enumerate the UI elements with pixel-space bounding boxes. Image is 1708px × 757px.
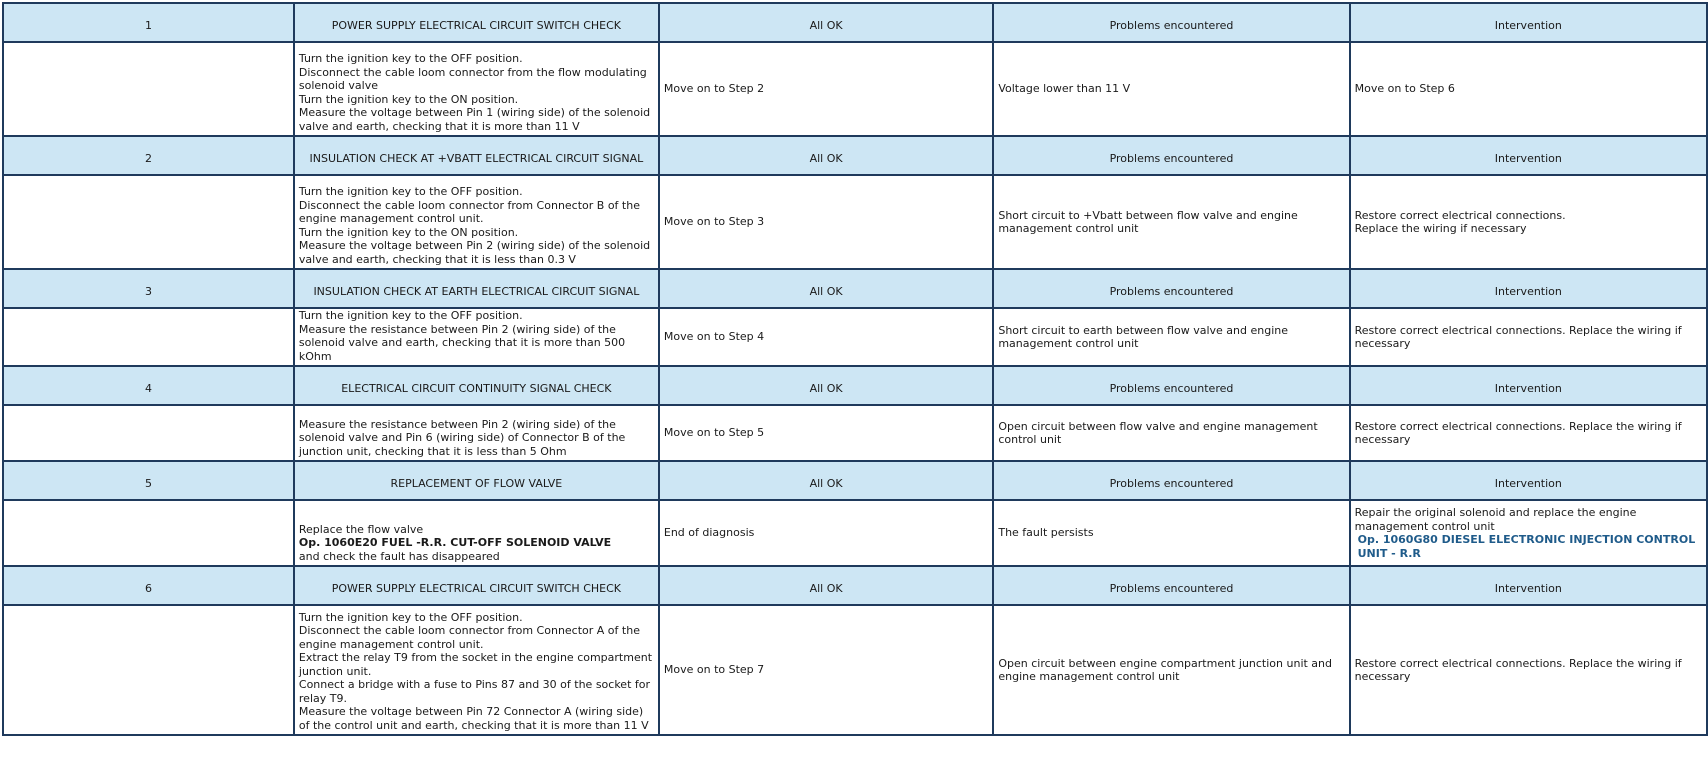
step-description: [294, 42, 659, 136]
operation-reference: Op. 1060E20 FUEL -R.R. CUT-OFF SOLENOID VALVE: [298, 536, 612, 549]
problem-description: Short circuit to +Vbatt between flow valve and engine management control unit: [993, 175, 1349, 269]
instruction-line: Measure the voltage between Pin 72 Connector A (wiring side) of the control unit and earth, checking that it is more than 11 V: [298, 705, 649, 732]
diagnosis-table: [2, 2, 1708, 736]
intervention-description: [1350, 500, 1707, 566]
all-ok-result: Move on to Step 7: [659, 605, 993, 735]
all-ok-header: All OK: [659, 566, 993, 605]
step-spacer-cell: [3, 308, 294, 366]
instruction-line: Disconnect the cable loom connector from Connector B of the engine management control unit.: [298, 198, 640, 225]
operation-link[interactable]: Op. 1060G80 DIESEL ELECTRONIC INJECTION CONTROL UNIT - R.R: [1357, 533, 1696, 560]
step-header-row: [3, 461, 1707, 500]
all-ok-header: All OK: [659, 3, 993, 42]
intervention-header: Intervention: [1350, 461, 1707, 500]
all-ok-header: All OK: [659, 269, 993, 308]
step-title: INSULATION CHECK AT EARTH ELECTRICAL CIRCUIT SIGNAL: [294, 269, 659, 308]
problems-header: Problems encountered: [993, 461, 1349, 500]
step-header-row: [3, 3, 1707, 42]
intervention-line: Replace the wiring if necessary: [1354, 222, 1527, 235]
problems-header: Problems encountered: [993, 3, 1349, 42]
all-ok-result: End of diagnosis: [659, 500, 993, 566]
instruction-line: Measure the voltage between Pin 1 (wiring side) of the solenoid valve and earth, checking that it is more than 11 V: [298, 106, 651, 133]
intervention-header: Intervention: [1350, 136, 1707, 175]
intervention-header: Intervention: [1350, 366, 1707, 405]
step-body-row: [3, 500, 1707, 566]
step-number: 3: [3, 269, 294, 308]
instruction-line: Turn the ignition key to the OFF position.: [298, 610, 523, 624]
intervention-description: [1350, 605, 1707, 735]
instruction-line: Replace the flow valve: [298, 522, 424, 536]
step-description: [294, 605, 659, 735]
step-spacer-cell: [3, 405, 294, 461]
step-header-row: [3, 136, 1707, 175]
instruction-line: Turn the ignition key to the ON position.: [298, 225, 519, 239]
step-number: 5: [3, 461, 294, 500]
intervention-description: [1350, 308, 1707, 366]
instruction-line: Turn the ignition key to the OFF position.: [298, 52, 523, 65]
instruction-line: Turn the ignition key to the OFF position.: [298, 185, 523, 198]
intervention-description: [1350, 175, 1707, 269]
instruction-line: Measure the voltage between Pin 2 (wiring side) of the solenoid valve and earth, checking that it is less than 0.3 V: [298, 239, 651, 266]
all-ok-result: Move on to Step 2: [659, 42, 993, 136]
step-description: [294, 500, 659, 566]
step-number: 6: [3, 566, 294, 605]
problems-header: Problems encountered: [993, 136, 1349, 175]
step-title: POWER SUPPLY ELECTRICAL CIRCUIT SWITCH CHECK: [294, 566, 659, 605]
step-body-row: [3, 175, 1707, 269]
step-title: POWER SUPPLY ELECTRICAL CIRCUIT SWITCH CHECK: [294, 3, 659, 42]
intervention-line: Restore correct electrical connections. Replace the wiring if necessary: [1354, 419, 1682, 446]
step-number: 2: [3, 136, 294, 175]
intervention-line: Restore correct electrical connections.: [1354, 208, 1566, 222]
instruction-line: Turn the ignition key to the ON position.: [298, 92, 519, 106]
step-title: INSULATION CHECK AT +VBATT ELECTRICAL CIRCUIT SIGNAL: [294, 136, 659, 175]
problem-description: The fault persists: [993, 500, 1349, 566]
all-ok-header: All OK: [659, 366, 993, 405]
step-spacer-cell: [3, 500, 294, 566]
step-body-row: [3, 405, 1707, 461]
step-header-row: [3, 366, 1707, 405]
step-spacer-cell: [3, 42, 294, 136]
problems-header: Problems encountered: [993, 566, 1349, 605]
step-title: REPLACEMENT OF FLOW VALVE: [294, 461, 659, 500]
problems-header: Problems encountered: [993, 366, 1349, 405]
instruction-line: Measure the resistance between Pin 2 (wiring side) of the solenoid valve and earth, checking that it is more than 500 kOhm: [298, 322, 626, 363]
step-body-row: [3, 308, 1707, 366]
step-number: 1: [3, 3, 294, 42]
step-header-row: [3, 566, 1707, 605]
intervention-header: Intervention: [1350, 3, 1707, 42]
instruction-line: Turn the ignition key to the OFF position.: [298, 309, 523, 322]
problem-description: Open circuit between engine compartment junction unit and engine management control unit: [993, 605, 1349, 735]
step-number: 4: [3, 366, 294, 405]
step-description: [294, 175, 659, 269]
all-ok-header: All OK: [659, 136, 993, 175]
problem-description: Short circuit to earth between flow valve and engine management control unit: [993, 308, 1349, 366]
intervention-description: [1350, 405, 1707, 461]
problems-header: Problems encountered: [993, 269, 1349, 308]
step-description: [294, 308, 659, 366]
intervention-line: Move on to Step 6: [1354, 82, 1455, 96]
all-ok-result: Move on to Step 3: [659, 175, 993, 269]
intervention-header: Intervention: [1350, 566, 1707, 605]
instruction-line: Disconnect the cable loom connector from Connector A of the engine management control unit.: [298, 624, 640, 651]
instruction-line: Connect a bridge with a fuse to Pins 87 and 30 of the socket for relay T9.: [298, 678, 651, 705]
step-body-row: [3, 42, 1707, 136]
intervention-line: Repair the original solenoid and replace the engine management control unit: [1354, 506, 1637, 533]
step-body-row: [3, 605, 1707, 735]
instruction-line: and check the fault has disappeared: [298, 549, 500, 563]
step-header-row: [3, 269, 1707, 308]
intervention-header: Intervention: [1350, 269, 1707, 308]
step-spacer-cell: [3, 175, 294, 269]
intervention-line: Restore correct electrical connections. Replace the wiring if necessary: [1354, 656, 1682, 683]
step-title: ELECTRICAL CIRCUIT CONTINUITY SIGNAL CHECK: [294, 366, 659, 405]
instruction-line: Extract the relay T9 from the socket in the engine compartment junction unit.: [298, 651, 653, 678]
step-description: [294, 405, 659, 461]
problem-description: Voltage lower than 11 V: [993, 42, 1349, 136]
step-spacer-cell: [3, 605, 294, 735]
intervention-line: Restore correct electrical connections. Replace the wiring if necessary: [1354, 323, 1682, 350]
all-ok-header: All OK: [659, 461, 993, 500]
instruction-line: Measure the resistance between Pin 2 (wiring side) of the solenoid valve and Pin 6 (wiring side) of Connector B of the junction unit, checking that it is less than 5 Ohm: [298, 417, 626, 458]
all-ok-result: Move on to Step 4: [659, 308, 993, 366]
intervention-description: [1350, 42, 1707, 136]
all-ok-result: Move on to Step 5: [659, 405, 993, 461]
diagnosis-table-body: [3, 3, 1707, 735]
problem-description: Open circuit between flow valve and engine management control unit: [993, 405, 1349, 461]
instruction-line: Disconnect the cable loom connector from the flow modulating solenoid valve: [298, 65, 647, 92]
